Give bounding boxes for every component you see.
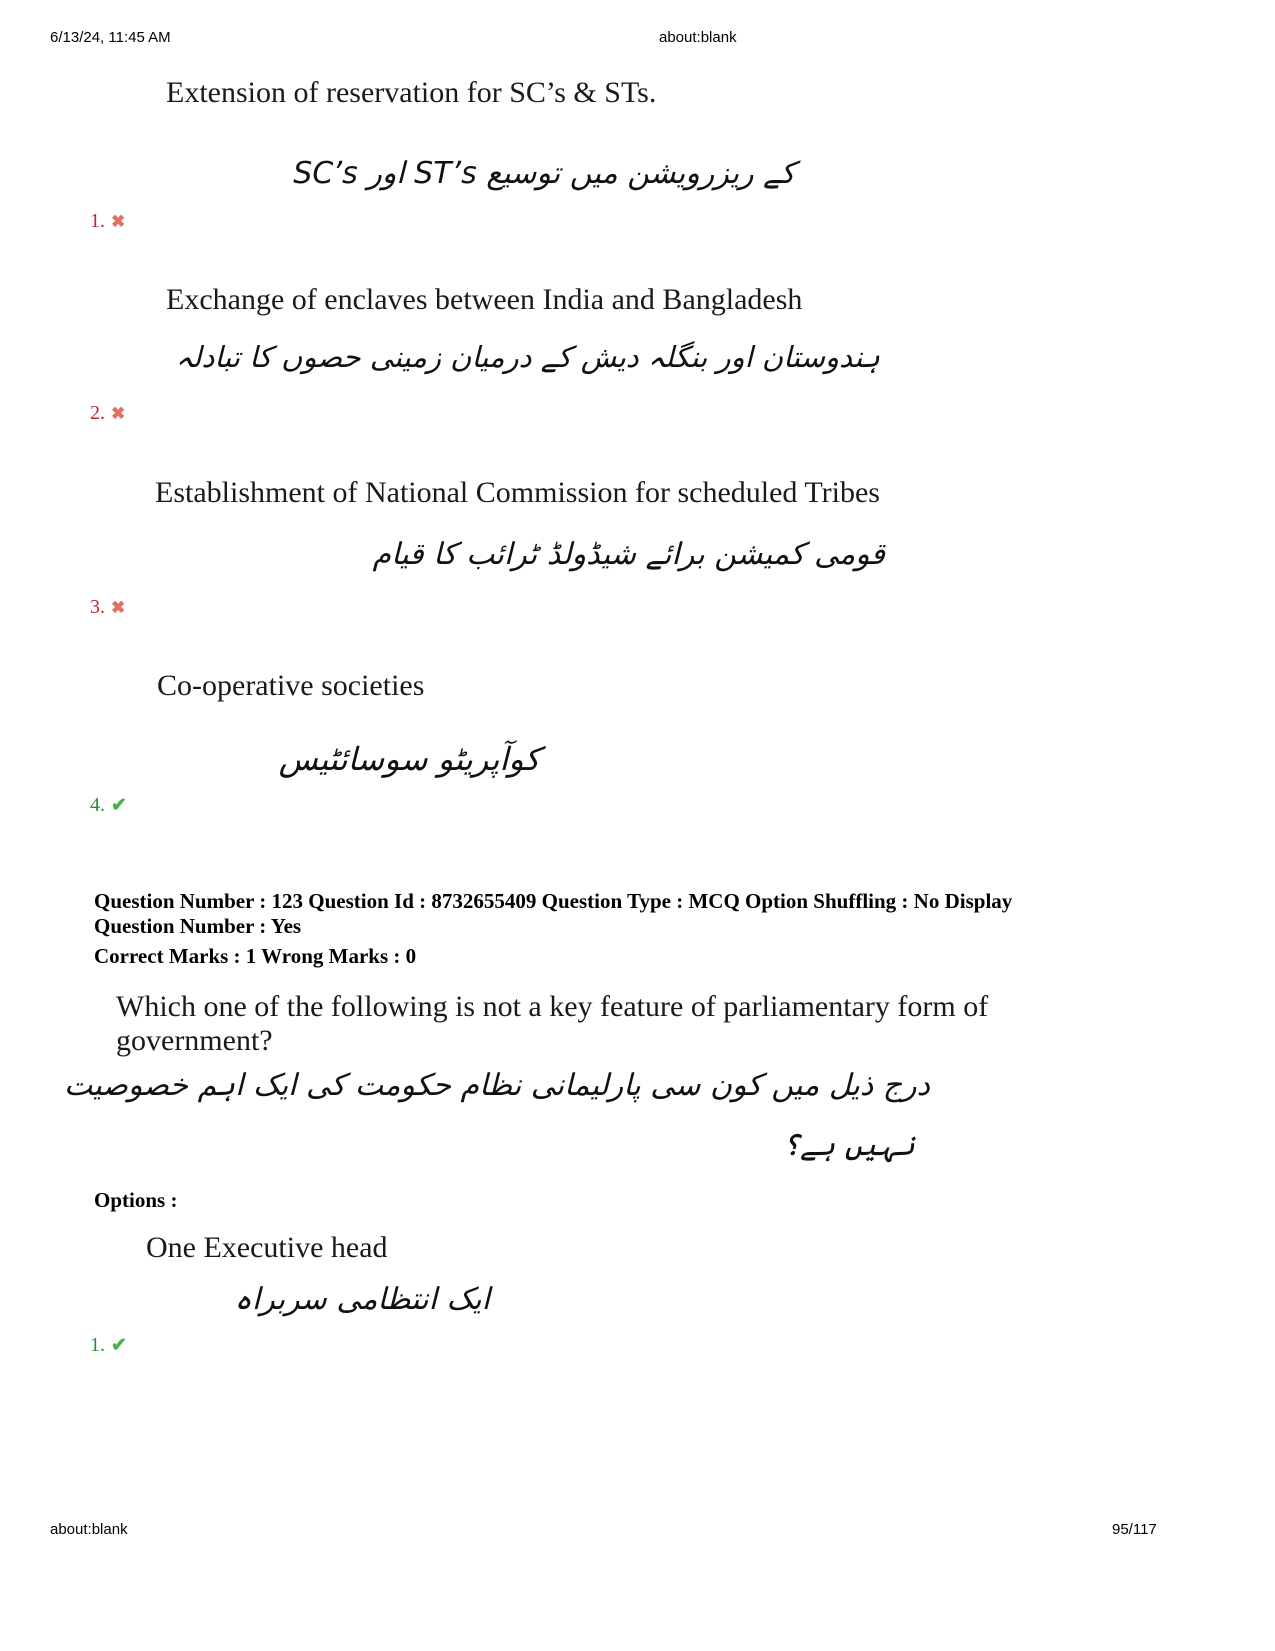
option-1-urdu: SC’s اور ST’s کے ریزرویشن میں توسیع <box>293 156 795 191</box>
question-text-english-line-2: government? <box>116 1024 273 1057</box>
q123-option-1-marker <box>90 1334 127 1357</box>
page-counter: 95/117 <box>1112 1521 1157 1538</box>
option-4-urdu: کوآپریٹو سوسائٹیس <box>278 740 540 778</box>
option-number: 1. <box>90 1334 105 1356</box>
q123-option-1-urdu: ایک انتظامی سربراہ <box>234 1282 490 1317</box>
question-marks: Correct Marks : 1 Wrong Marks : 0 <box>94 944 417 968</box>
question-text-urdu-line-2: نہیں ہے؟ <box>782 1128 915 1163</box>
option-4-english: Co-operative societies <box>157 669 425 702</box>
question-meta-line-2: Question Number : Yes <box>94 914 302 938</box>
option-3-english: Establishment of National Commission for scheduled Tribes <box>155 476 880 509</box>
footer-url: about:blank <box>50 1521 128 1538</box>
option-number: 1. <box>90 210 105 232</box>
option-2-marker <box>90 402 125 425</box>
option-2-english: Exchange of enclaves between India and Bangladesh <box>166 283 803 316</box>
options-label: Options : <box>94 1188 178 1212</box>
cross-icon: ✖ <box>111 597 126 617</box>
option-number: 4. <box>90 794 105 816</box>
option-3-marker <box>90 596 125 619</box>
option-1-marker <box>90 210 125 233</box>
q123-option-1-english: One Executive head <box>146 1231 388 1264</box>
check-icon: ✔ <box>111 795 127 816</box>
option-4-marker <box>90 794 127 817</box>
question-text-urdu-line-1: درج ذیل میں کون سی پارلیمانی نظام حکومت کی ایک اہم خصوصیت <box>63 1068 930 1103</box>
cross-icon: ✖ <box>111 211 126 231</box>
option-2-urdu: ہندوستان اور بنگلہ دیش کے درمیان زمینی حصوں کا تبادلہ <box>175 340 880 374</box>
option-number: 2. <box>90 402 105 424</box>
question-text-english-line-1: Which one of the following is not a key feature of parliamentary form of <box>116 990 989 1023</box>
option-1-english: Extension of reservation for SC’s & STs. <box>166 76 657 109</box>
question-meta-line-1: Question Number : 123 Question Id : 8732655409 Question Type : MCQ Option Shuffling : No Display <box>94 889 1013 913</box>
print-datetime: 6/13/24, 11:45 AM <box>50 29 171 46</box>
print-title: about:blank <box>659 29 737 46</box>
check-icon: ✔ <box>111 1335 127 1356</box>
option-3-urdu: قومی کمیشن برائے شیڈولڈ ٹرائب کا قیام <box>372 537 885 572</box>
option-number: 3. <box>90 596 105 618</box>
cross-icon: ✖ <box>111 403 126 423</box>
